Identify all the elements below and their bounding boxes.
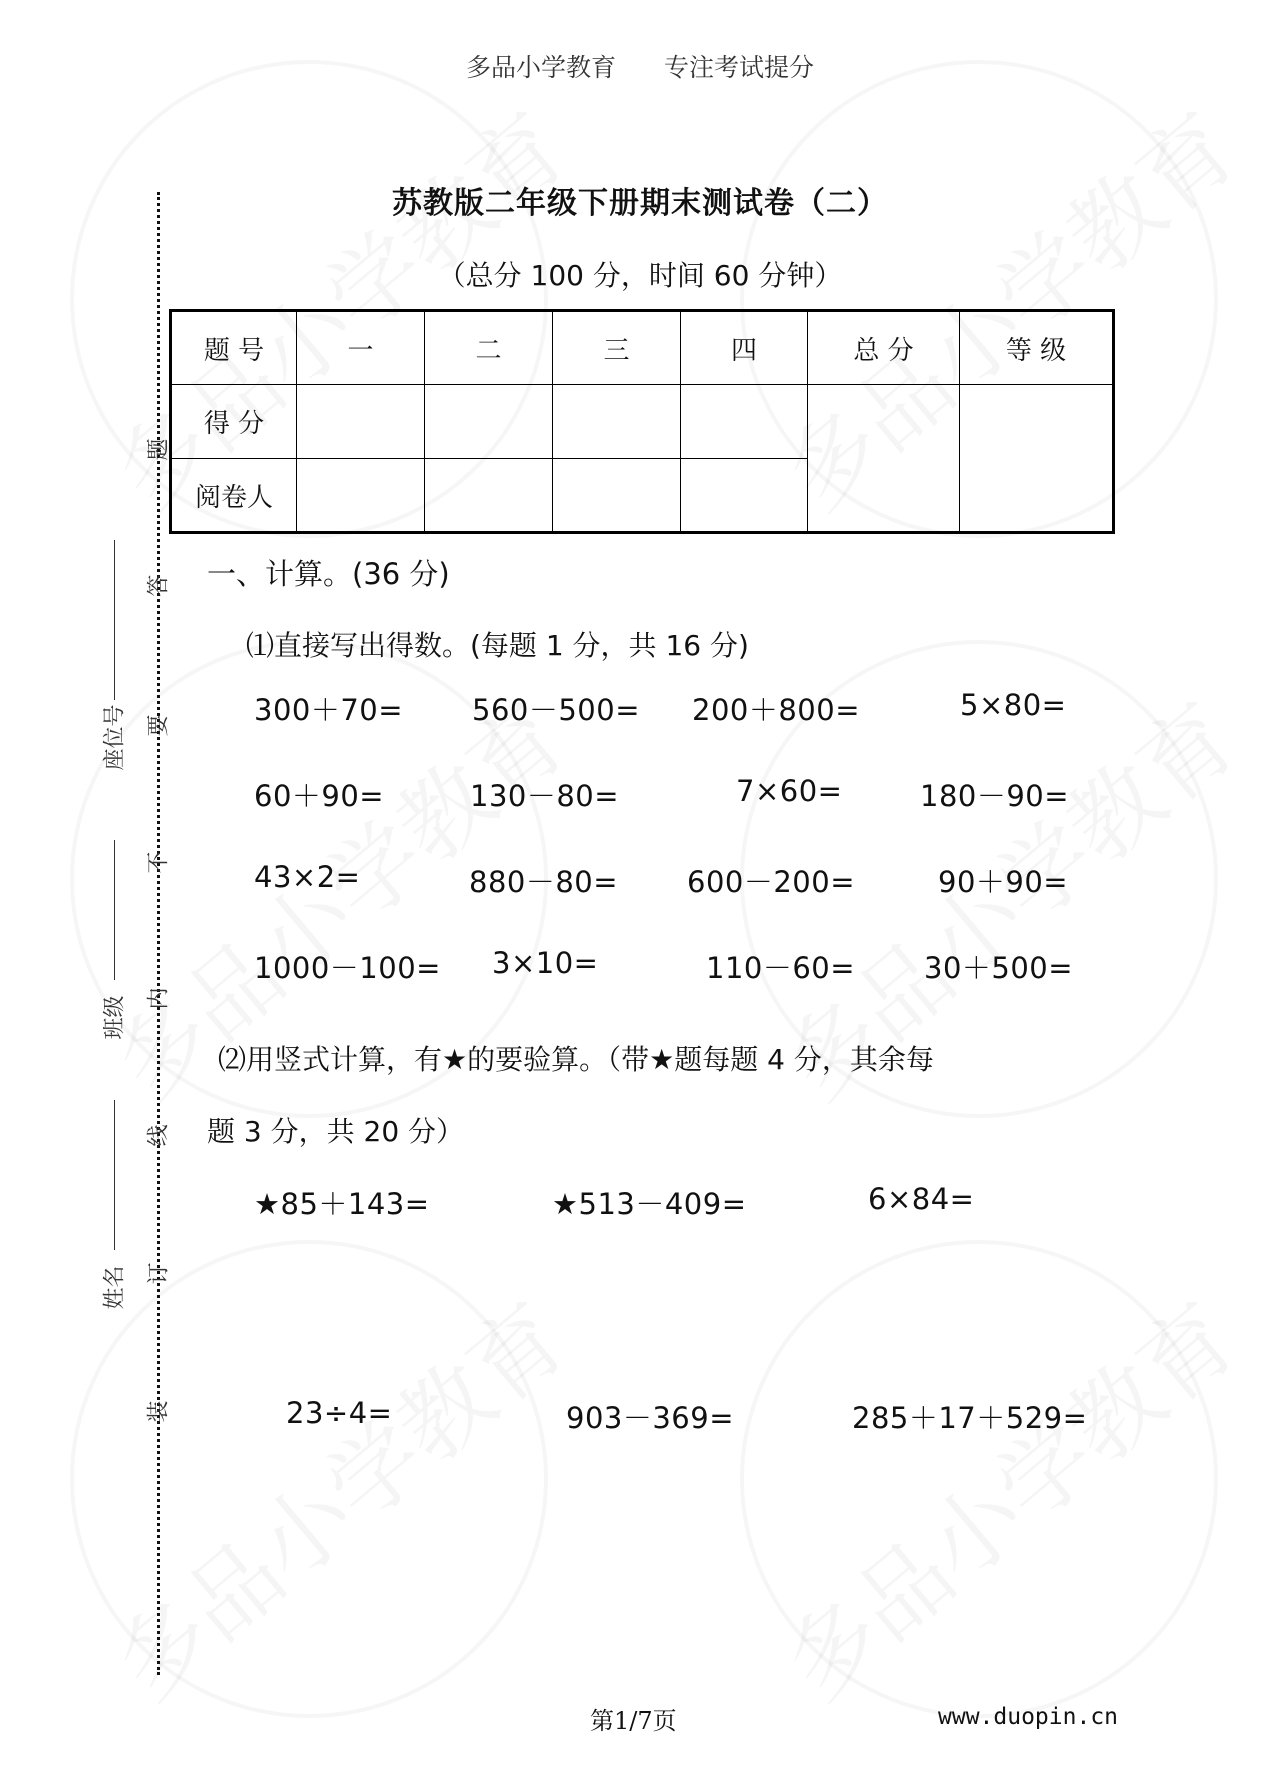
score-header-cell: 题 号 [171, 311, 297, 385]
equation: 130－80= [470, 779, 620, 813]
vertical-calc-problem: 6×84= [868, 1182, 975, 1216]
section-heading: 一、计算。(36 分) [207, 557, 450, 591]
seat-number-label: 座位号 [102, 704, 128, 771]
page-header [0, 48, 1280, 84]
vertical-calc-problem: 23÷4= [286, 1396, 393, 1430]
binding-char: 装 [146, 1400, 172, 1423]
equation: 43×2= [254, 860, 361, 894]
score-cell[interactable] [425, 385, 553, 459]
part2-instruction-cont: 题 3 分，共 20 分） [207, 1115, 465, 1148]
score-header-cell: 二 [425, 311, 553, 385]
vertical-calc-problem: ★85＋143= [254, 1187, 430, 1221]
equation: 30＋500= [924, 951, 1074, 985]
header-brand: 多品小学教育 [466, 53, 617, 82]
score-cell[interactable] [553, 385, 681, 459]
grader-cell[interactable] [425, 459, 553, 533]
name-line[interactable] [114, 1100, 115, 1250]
grader-cell[interactable] [297, 459, 425, 533]
class-label: 班级 [102, 995, 128, 1040]
grader-cell[interactable] [553, 459, 681, 533]
vertical-calc-problem: 285＋17＋529= [852, 1401, 1088, 1435]
score-header-cell: 等 级 [960, 311, 1114, 385]
binding-char: 不 [146, 851, 172, 874]
part2-instruction: ⑵用竖式计算，有★的要验算。（带★题每题 4 分，其余每 [218, 1043, 934, 1076]
equation: 600－200= [687, 865, 856, 899]
total-score-cell[interactable] [808, 385, 960, 533]
class-line[interactable] [114, 840, 115, 980]
score-row-label: 阅卷人 [171, 459, 297, 533]
equation: 880－80= [469, 865, 619, 899]
page-title: 苏教版二年级下册期末测试卷（二） [392, 186, 888, 221]
equation: 180－90= [920, 779, 1070, 813]
header-slogan: 专注考试提分 [663, 53, 814, 82]
equation: 90＋90= [938, 865, 1069, 899]
binding-char: 内 [146, 987, 172, 1010]
binding-dotted-line [157, 192, 160, 1675]
page-subtitle: （总分 100 分，时间 60 分钟） [437, 259, 843, 292]
binding-char: 要 [146, 714, 172, 737]
binding-char: 线 [146, 1124, 172, 1147]
score-cell[interactable] [297, 385, 425, 459]
score-table [169, 309, 1115, 534]
score-header-cell: 四 [681, 311, 808, 385]
grader-cell[interactable] [681, 459, 808, 533]
score-header-cell: 总 分 [808, 311, 960, 385]
equation: 1000－100= [254, 951, 441, 985]
binding-char: 订 [146, 1262, 172, 1285]
equation: 7×60= [736, 774, 843, 808]
score-header-cell: 三 [553, 311, 681, 385]
equation: 110－60= [706, 951, 856, 985]
part1-instruction: ⑴直接写出得数。(每题 1 分，共 16 分) [246, 629, 749, 662]
page-number: 第1/7页 [590, 1707, 677, 1735]
equation: 300＋70= [254, 693, 404, 727]
equation: 5×80= [960, 688, 1067, 722]
score-header-cell: 一 [297, 311, 425, 385]
binding-char: 题 [146, 438, 172, 461]
equation: 60＋90= [254, 779, 385, 813]
equation: 200＋800= [692, 693, 861, 727]
name-label: 姓名 [102, 1265, 128, 1310]
equation: 560－500= [472, 693, 641, 727]
seat-number-line[interactable] [114, 540, 115, 700]
binding-char: 答 [146, 574, 172, 597]
vertical-calc-problem: 903－369= [566, 1401, 735, 1435]
equation: 3×10= [492, 946, 599, 980]
site-url[interactable]: www.duopin.cn [938, 1704, 1119, 1730]
score-row-label: 得 分 [171, 385, 297, 459]
watermark-text [752, 1268, 1260, 1724]
score-cell[interactable] [681, 385, 808, 459]
vertical-calc-problem: ★513－409= [552, 1187, 747, 1221]
grade-cell[interactable] [960, 385, 1114, 533]
